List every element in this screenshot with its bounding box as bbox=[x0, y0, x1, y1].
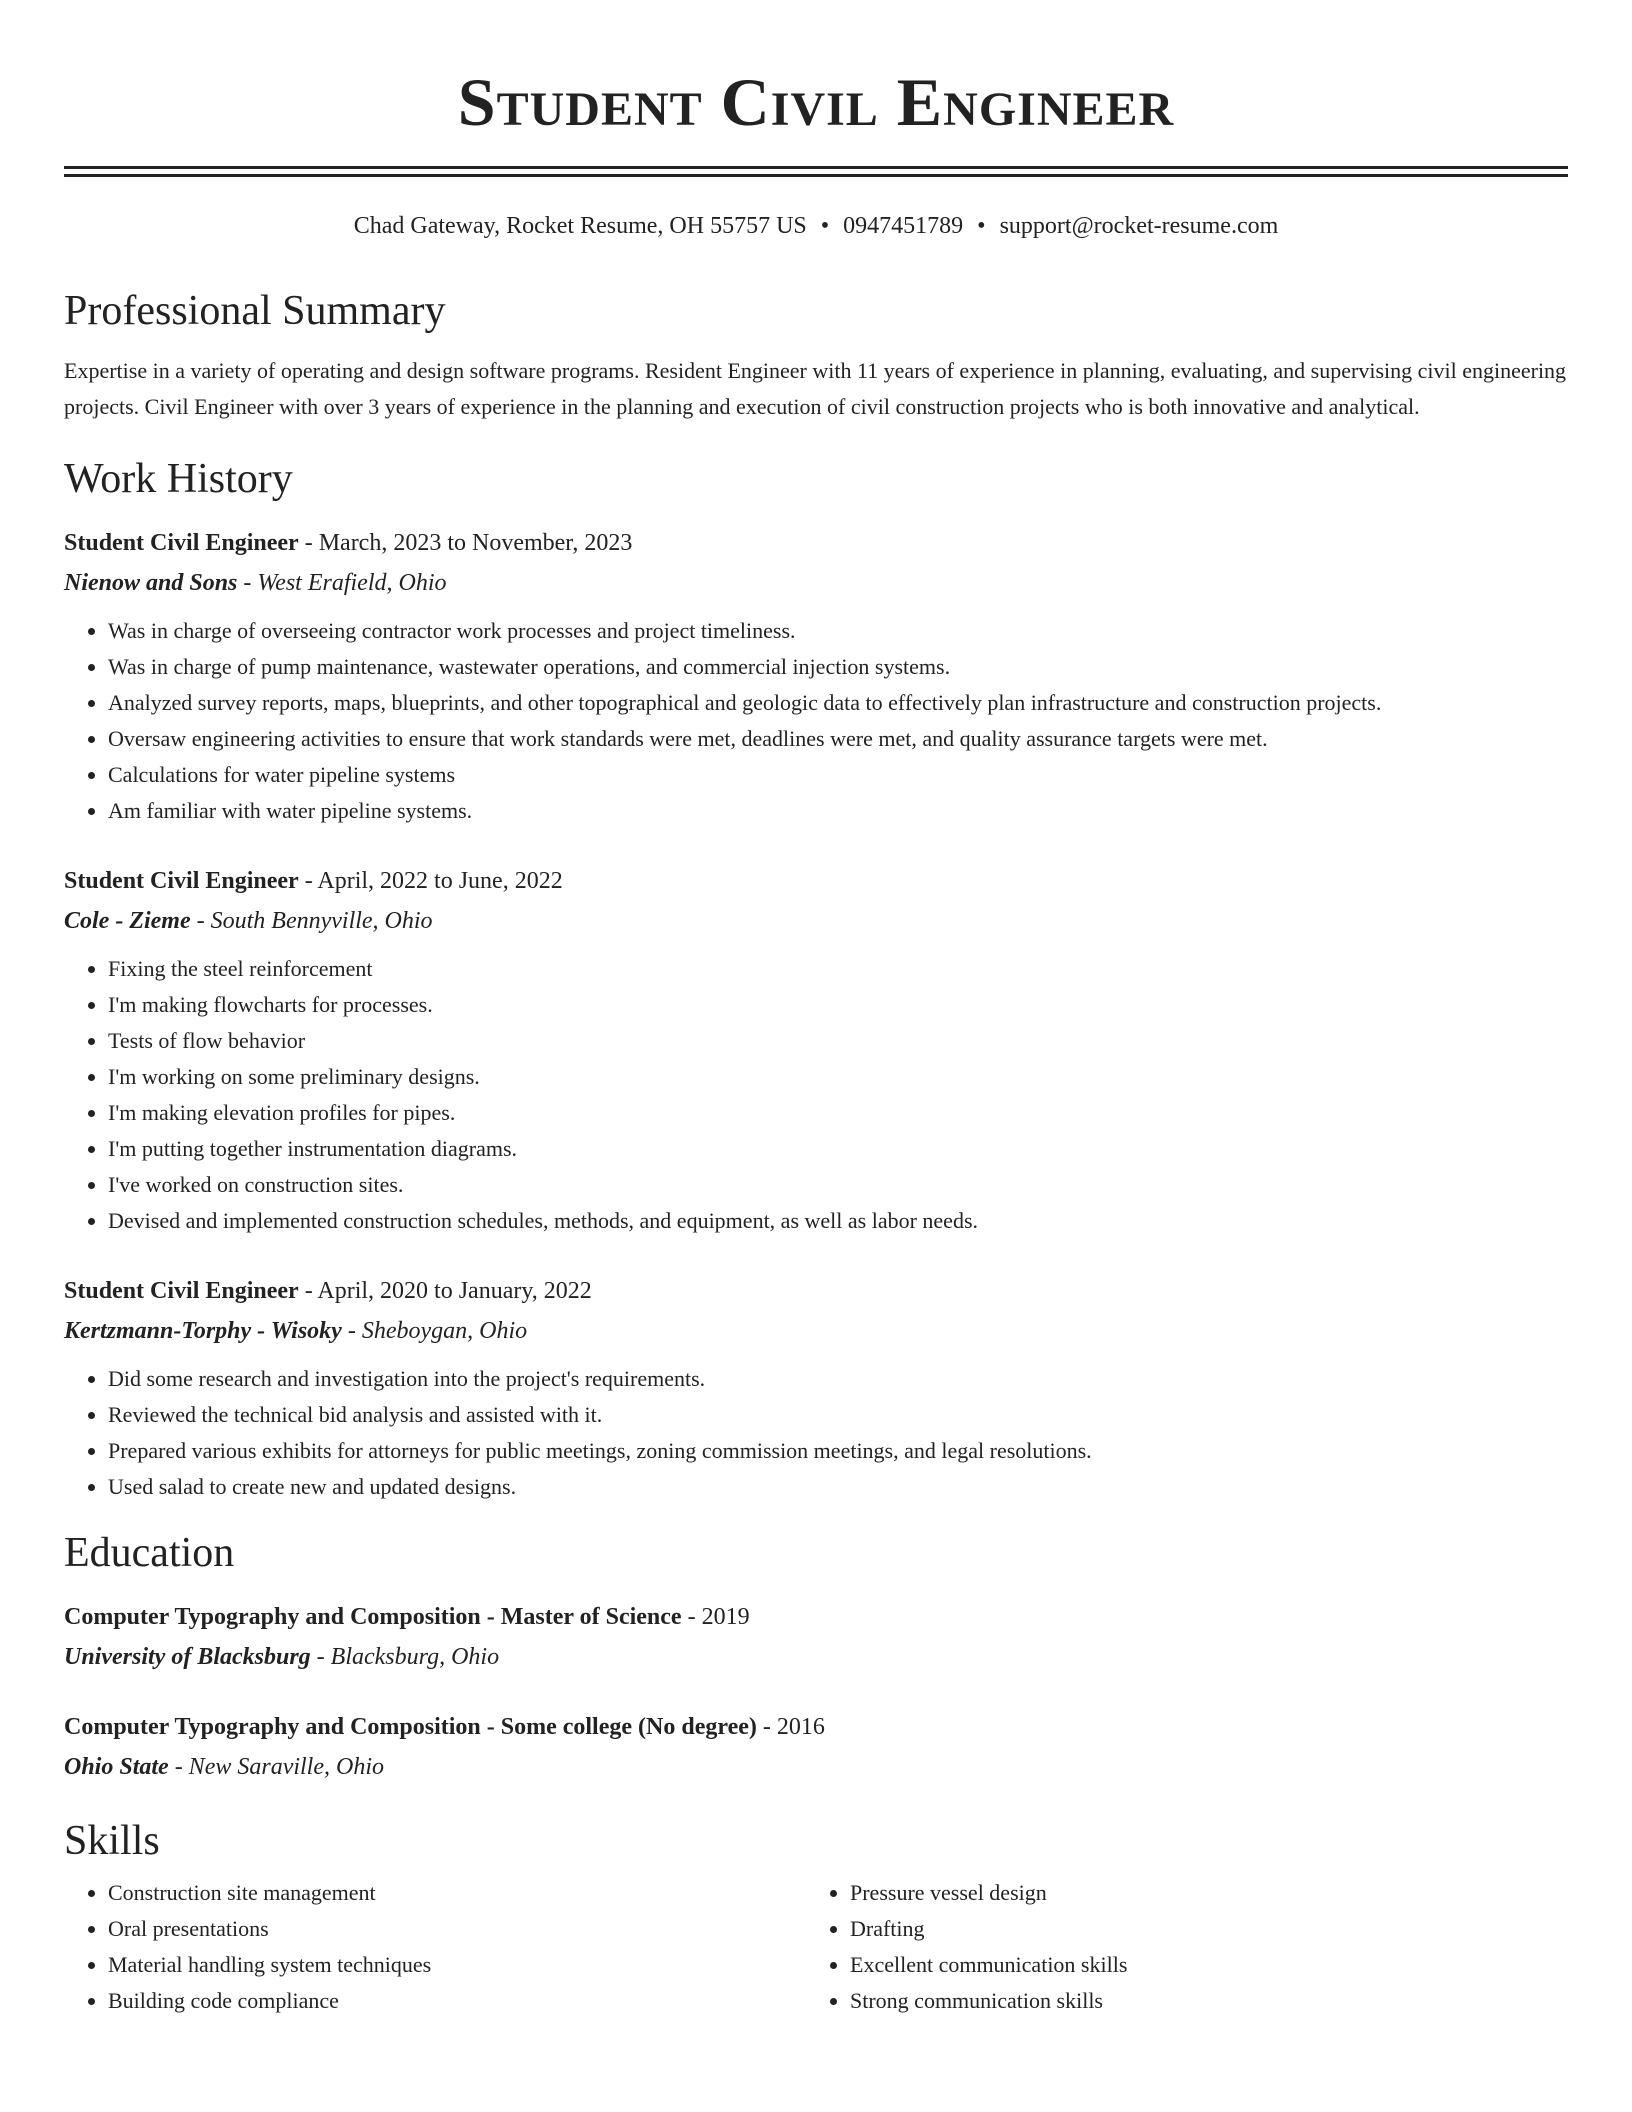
header-double-rule bbox=[64, 166, 1568, 177]
skill-item: • Oral presentations bbox=[108, 1911, 806, 1947]
job-title-line bbox=[64, 861, 1568, 901]
education-degree: Computer Typography and Composition - Master of Science bbox=[64, 1604, 682, 1630]
education-degree-line bbox=[64, 1597, 1568, 1637]
job-duty: • Devised and implemented construction schedules, methods, and equipment, as well as labor needs. bbox=[108, 1203, 1568, 1239]
skill-item: • Material handling system techniques bbox=[108, 1947, 806, 1983]
job-duty: • Was in charge of overseeing contractor work processes and project timeliness. bbox=[108, 613, 1568, 649]
education-location: - Blacksburg, Ohio bbox=[310, 1644, 500, 1670]
job-title-line bbox=[64, 1271, 1568, 1311]
contact-separator: • bbox=[820, 213, 830, 239]
skills-columns bbox=[64, 1875, 1568, 2019]
skills-list-left bbox=[64, 1875, 806, 2019]
job-role: Student Civil Engineer bbox=[64, 868, 299, 894]
education-location: - New Saraville, Ohio bbox=[168, 1754, 384, 1780]
education-school: University of Blacksburg bbox=[64, 1644, 311, 1670]
contact-phone: 0947451789 bbox=[843, 213, 964, 239]
job-duty: • Was in charge of pump maintenance, wastewater operations, and commercial injection systems. bbox=[108, 649, 1568, 685]
contact-address: Chad Gateway, Rocket Resume, OH 55757 US bbox=[353, 213, 807, 239]
job-role: Student Civil Engineer bbox=[64, 1278, 299, 1304]
education-year: - 2019 bbox=[681, 1604, 750, 1630]
job-duties-list bbox=[64, 613, 1568, 829]
job-entry bbox=[64, 861, 1568, 1239]
job-duty: • I'm working on some preliminary designs. bbox=[108, 1059, 1568, 1095]
job-role: Student Civil Engineer bbox=[64, 530, 299, 556]
education-school-line bbox=[64, 1637, 1568, 1677]
skill-item: • Drafting bbox=[850, 1911, 1548, 1947]
summary-heading: Professional Summary bbox=[64, 288, 446, 334]
job-company: Cole - Zieme bbox=[64, 908, 191, 934]
job-duty: • Used salad to create new and updated designs. bbox=[108, 1469, 1568, 1505]
resume-name: Student Civil Engineer bbox=[457, 64, 1175, 140]
contact-line bbox=[64, 209, 1568, 243]
job-duty: • Oversaw engineering activities to ensure that work standards were met, deadlines were met, and quality assurance targets were met. bbox=[108, 721, 1568, 757]
skill-item: • Building code compliance bbox=[108, 1983, 806, 2019]
job-dates: - April, 2022 to June, 2022 bbox=[298, 868, 563, 894]
education-school: Ohio State bbox=[64, 1754, 169, 1780]
job-location: - West Erafield, Ohio bbox=[237, 570, 447, 596]
job-duty: • I'm making elevation profiles for pipes. bbox=[108, 1095, 1568, 1131]
job-duty: • Prepared various exhibits for attorneys for public meetings, zoning commission meetings, and legal resolutions. bbox=[108, 1433, 1568, 1469]
job-duty: • Reviewed the technical bid analysis and assisted with it. bbox=[108, 1397, 1568, 1433]
job-duties-list bbox=[64, 951, 1568, 1239]
job-dates: - April, 2020 to January, 2022 bbox=[298, 1278, 592, 1304]
job-duty: • I'm making flowcharts for processes. bbox=[108, 987, 1568, 1023]
job-duty: • I've worked on construction sites. bbox=[108, 1167, 1568, 1203]
skills-list-right bbox=[806, 1875, 1548, 2019]
skills-heading: Skills bbox=[64, 1818, 160, 1864]
skill-item: • Strong communication skills bbox=[850, 1983, 1548, 2019]
education-degree: Computer Typography and Composition - Some college (No degree) bbox=[64, 1714, 757, 1740]
skill-item: • Excellent communication skills bbox=[850, 1947, 1548, 1983]
skill-item: • Pressure vessel design bbox=[850, 1875, 1548, 1911]
job-company-line bbox=[64, 1311, 1568, 1351]
job-duty: • Did some research and investigation into the project's requirements. bbox=[108, 1361, 1568, 1397]
summary-text: Expertise in a variety of operating and design software programs. Resident Engineer with 11 years of experience in planning, evaluating, and supervising civil engineering projects. Civil Engineer with over 3 years of experience in the planning and execution of civil construction projects who is both innovative and analytical. bbox=[64, 358, 1567, 419]
skill-item: • Construction site management bbox=[108, 1875, 806, 1911]
job-duty: • Tests of flow behavior bbox=[108, 1023, 1568, 1059]
job-company: Kertzmann-Torphy - Wisoky bbox=[64, 1318, 342, 1344]
job-duty: • Fixing the steel reinforcement bbox=[108, 951, 1568, 987]
education-entry bbox=[64, 1597, 1568, 1677]
job-duty: • I'm putting together instrumentation diagrams. bbox=[108, 1131, 1568, 1167]
job-dates: - March, 2023 to November, 2023 bbox=[298, 530, 633, 556]
education-year: - 2016 bbox=[756, 1714, 825, 1740]
job-entry bbox=[64, 1271, 1568, 1505]
job-location: - South Bennyville, Ohio bbox=[190, 908, 433, 934]
job-title-line bbox=[64, 523, 1568, 563]
education-heading: Education bbox=[64, 1530, 235, 1576]
job-duty: • Analyzed survey reports, maps, blueprints, and other topographical and geologic data to effectively plan infrastructure and construction projects. bbox=[108, 685, 1568, 721]
job-company: Nienow and Sons bbox=[64, 570, 238, 596]
education-school-line bbox=[64, 1747, 1568, 1787]
job-duty: • Calculations for water pipeline systems bbox=[108, 757, 1568, 793]
education-entry bbox=[64, 1707, 1568, 1787]
job-duties-list bbox=[64, 1361, 1568, 1505]
education-degree-line bbox=[64, 1707, 1568, 1747]
job-entry bbox=[64, 523, 1568, 829]
job-company-line bbox=[64, 901, 1568, 941]
work-history-heading: Work History bbox=[64, 456, 293, 502]
job-duty: • Am familiar with water pipeline systems. bbox=[108, 793, 1568, 829]
job-company-line bbox=[64, 563, 1568, 603]
contact-separator: • bbox=[977, 213, 986, 239]
contact-email: support@rocket-resume.com bbox=[999, 213, 1279, 239]
job-location: - Sheboygan, Ohio bbox=[341, 1318, 528, 1344]
